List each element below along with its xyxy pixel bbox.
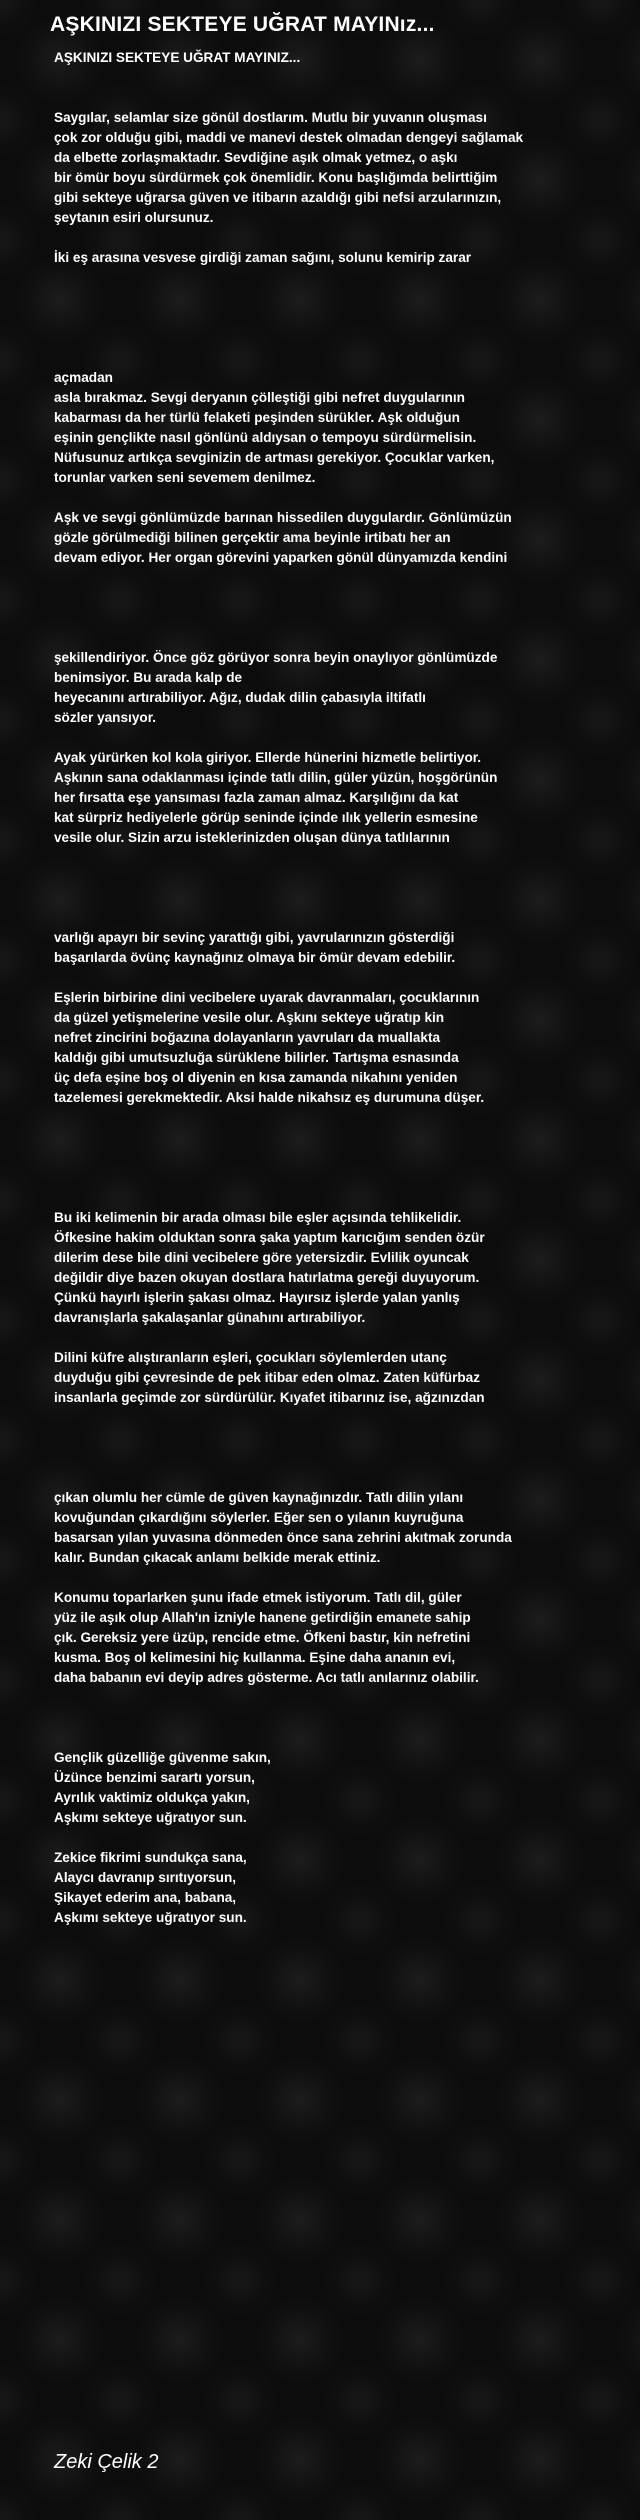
- text-line: davranışlarla şakalaşanlar günahını artırabiliyor.: [54, 1310, 366, 1325]
- text-line: Alaycı davranıp sırıtıyorsun,: [54, 1870, 237, 1885]
- text-line: duyduğu gibi çevresinde de pek itibar eden olmaz. Zaten küfürbaz: [54, 1370, 481, 1385]
- blank-line: [54, 228, 634, 248]
- text-line: varlığı apayrı bir sevinç yarattığı gibi, yavrularınızın gösterdiği: [54, 930, 455, 945]
- blank-line: [54, 1188, 634, 1208]
- text-line: AŞKINIZI SEKTEYE UĞRAT MAYINIZ...: [54, 50, 301, 65]
- text-line: Şikayet ederim ana, babana,: [54, 1890, 237, 1905]
- text-line: Aşkının sana odaklanması içinde tatlı dilin, güler yüzün, hoşgörünün: [54, 770, 498, 785]
- text-line: insanlarla geçimde zor sürdürülür. Kıyafet itibarınız ise, ağzınızdan: [54, 1390, 485, 1405]
- text-line: Nüfusunuz artıkça sevginizin de artması gerekiyor. Çocuklar varken,: [54, 450, 495, 465]
- blank-line: [54, 1328, 634, 1348]
- blank-line: [54, 1468, 634, 1488]
- blank-line: [54, 308, 634, 328]
- blank-line: [54, 848, 634, 868]
- blank-line: [54, 1428, 634, 1448]
- text-line: devam ediyor. Her organ görevini yaparken gönül dünyamızda kendini: [54, 550, 508, 565]
- text-line: nefret zincirini boğazına dolayanların yavruları da muallakta: [54, 1030, 441, 1045]
- text-line: torunlar varken seni sevemem denilmez.: [54, 470, 316, 485]
- text-line: asla bırakmaz. Sevgi deryanın çölleştiği gibi nefret duygularının: [54, 390, 465, 405]
- text-line: çıkan olumlu her cümle de güven kaynağınızdır. Tatlı dilin yılanı: [54, 1490, 464, 1505]
- text-line: dilerim dese bile dini vecibelere göre yetersizdir. Evlilik oyuncak: [54, 1250, 469, 1265]
- text-line: tazelemesi gerekmektedir. Aksi halde nikahsız eş durumuna düşer.: [54, 1090, 485, 1105]
- text-line: Konumu toparlarken şunu ifade etmek istiyorum. Tatlı dil, güler: [54, 1590, 462, 1605]
- blank-line: [54, 868, 634, 888]
- text-line: Üzünce benzimi sarartı yorsun,: [54, 1770, 255, 1785]
- text-line: gözle görülmediği bilinen gerçektir ama beyinle irtibatı her an: [54, 530, 451, 545]
- text-line: başarılarda övünç kaynağınız olmaya bir ömür devam edebilir.: [54, 950, 456, 965]
- text-line: kusma. Boş ol kelimesini hiç kullanma. Eşine daha ananın evi,: [54, 1650, 456, 1665]
- text-line: daha babanın evi deyip adres gösterme. Acı tatlı anılarınız olabilir.: [54, 1670, 479, 1685]
- blank-line: [54, 288, 634, 308]
- text-line: kovuğundan çıkardığını söylerler. Eğer sen o yılanın kuyruğuna: [54, 1510, 464, 1525]
- text-line: Eşlerin birbirine dini vecibelere uyarak davranmaları, çocuklarının: [54, 990, 480, 1005]
- blank-line: [54, 1568, 634, 1588]
- blank-line: [54, 908, 634, 928]
- text-line: Aşkımı sekteye uğratıyor sun.: [54, 1810, 247, 1825]
- text-line: da güzel yetişmelerine vesile olur. Aşkını sekteye uğratıp kin: [54, 1010, 445, 1025]
- author-signature: Zeki Çelik 2: [54, 2451, 159, 2473]
- text-line: sözler yansıyor.: [54, 710, 157, 725]
- page-title: AŞKINIZI SEKTEYE UĞRAT MAYINız...: [50, 13, 435, 36]
- text-line: kabarması da her türlü felaketi peşinden sürükler. Aşk olduğun: [54, 410, 460, 425]
- text-line: Dilini küfre alıştıranların eşleri, çocukları söylemlerden utanç: [54, 1350, 447, 1365]
- blank-line: [54, 888, 634, 908]
- text-line: Saygılar, selamlar size gönül dostlarım. Mutlu bir yuvanın oluşması: [54, 110, 487, 125]
- blank-line: [54, 68, 634, 88]
- blank-line: [54, 328, 634, 348]
- blank-line: [54, 728, 634, 748]
- text-line: da elbette zorlaşmaktadır. Sevdiğine aşık olmak yetmez, o aşkı: [54, 150, 458, 165]
- text-line: Gençlik güzelliğe güvenme sakın,: [54, 1750, 271, 1765]
- text-line: vesile olur. Sizin arzu isteklerinizden oluşan dünya tatlılarının: [54, 830, 450, 845]
- blank-line: [54, 1148, 634, 1168]
- blank-line: [54, 628, 634, 648]
- text-line: çok zor olduğu gibi, maddi ve manevi destek olmadan dengeyi sağlamak: [54, 130, 524, 145]
- text-line: İki eş arasına vesvese girdiği zaman sağını, solunu kemirip zarar: [54, 250, 472, 265]
- text-line: Ayrılık vaktimiz oldukça yakın,: [54, 1790, 250, 1805]
- blank-line: [54, 348, 634, 368]
- text-line: Ayak yürürken kol kola giriyor. Ellerde hünerini hizmetle belirtiyor.: [54, 750, 482, 765]
- blank-line: [54, 1728, 634, 1748]
- article-body: [54, 48, 634, 1928]
- text-line: üç defa eşine boş ol diyenin en kısa zamanda nikahını yeniden: [54, 1070, 458, 1085]
- text-line: kat sürpriz hediyelerle görüp seninde içinde ılık yellerin esmesine: [54, 810, 478, 825]
- text-line: Bu iki kelimenin bir arada olması bile eşler açısında tehlikelidir.: [54, 1210, 462, 1225]
- text-line: çık. Gereksiz yere üzüp, rencide etme. Öfkeni bastır, kin nefretini: [54, 1630, 471, 1645]
- blank-line: [54, 1708, 634, 1728]
- text-line: Aşk ve sevgi gönlümüzde barınan hissedilen duygulardır. Gönlümüzün: [54, 510, 512, 525]
- text-line: bir ömür boyu sürdürmek çok önemlidir. Konu başlığımda belirttiğim: [54, 170, 498, 185]
- blank-line: [54, 268, 634, 288]
- text-line: değildir diye bazen okuyan dostlara hatırlatma gereği duyuyorum.: [54, 1270, 480, 1285]
- text-line: şeytanın esiri olursunuz.: [54, 210, 214, 225]
- blank-line: [54, 488, 634, 508]
- text-line: basarsan yılan yuvasına dönmeden önce sana zehrini akıtmak zorunda: [54, 1530, 512, 1545]
- blank-line: [54, 88, 634, 108]
- blank-line: [54, 588, 634, 608]
- blank-line: [54, 968, 634, 988]
- blank-line: [54, 1408, 634, 1428]
- blank-line: [54, 1448, 634, 1468]
- text-line: Çünkü hayırlı işlerin şakası olmaz. Hayırsız işlerde yalan yanlış: [54, 1290, 460, 1305]
- text-line: şekillendiriyor. Önce göz görüyor sonra beyin onaylıyor gönlümüzde: [54, 650, 498, 665]
- blank-line: [54, 1108, 634, 1128]
- text-line: kalır. Bundan çıkacak anlamı belkide merak ettiniz.: [54, 1550, 381, 1565]
- blank-line: [54, 1828, 634, 1848]
- blank-line: [54, 608, 634, 628]
- blank-line: [54, 1168, 634, 1188]
- text-line: gibi sekteye uğrarsa güven ve itibarın azaldığı gibi nefsi arzularınızın,: [54, 190, 502, 205]
- text-line: kaldığı gibi umutsuzluğa sürüklene bilirler. Tartışma esnasında: [54, 1050, 459, 1065]
- text-line: her fırsatta eşe yansıması fazla zaman almaz. Karşılığını da kat: [54, 790, 459, 805]
- blank-line: [54, 1688, 634, 1708]
- text-line: heyecanını artırabiliyor. Ağız, dudak dilin çabasıyla iltifatlı: [54, 690, 426, 705]
- blank-line: [54, 568, 634, 588]
- text-line: açmadan: [54, 370, 113, 385]
- text-line: Öfkesine hakim olduktan sonra şaka yaptım karıcığım senden özür: [54, 1230, 485, 1245]
- text-line: Aşkımı sekteye uğratıyor sun.: [54, 1910, 247, 1925]
- text-line: Zekice fikrimi sundukça sana,: [54, 1850, 247, 1865]
- text-line: eşinin gençlikte nasıl gönlünü aldıysan o tempoyu sürdürmelisin.: [54, 430, 477, 445]
- text-line: benimsiyor. Bu arada kalp de: [54, 670, 243, 685]
- blank-line: [54, 1128, 634, 1148]
- text-line: yüz ile aşık olup Allah'ın izniyle hanene getirdiğin emanete sahip: [54, 1610, 471, 1625]
